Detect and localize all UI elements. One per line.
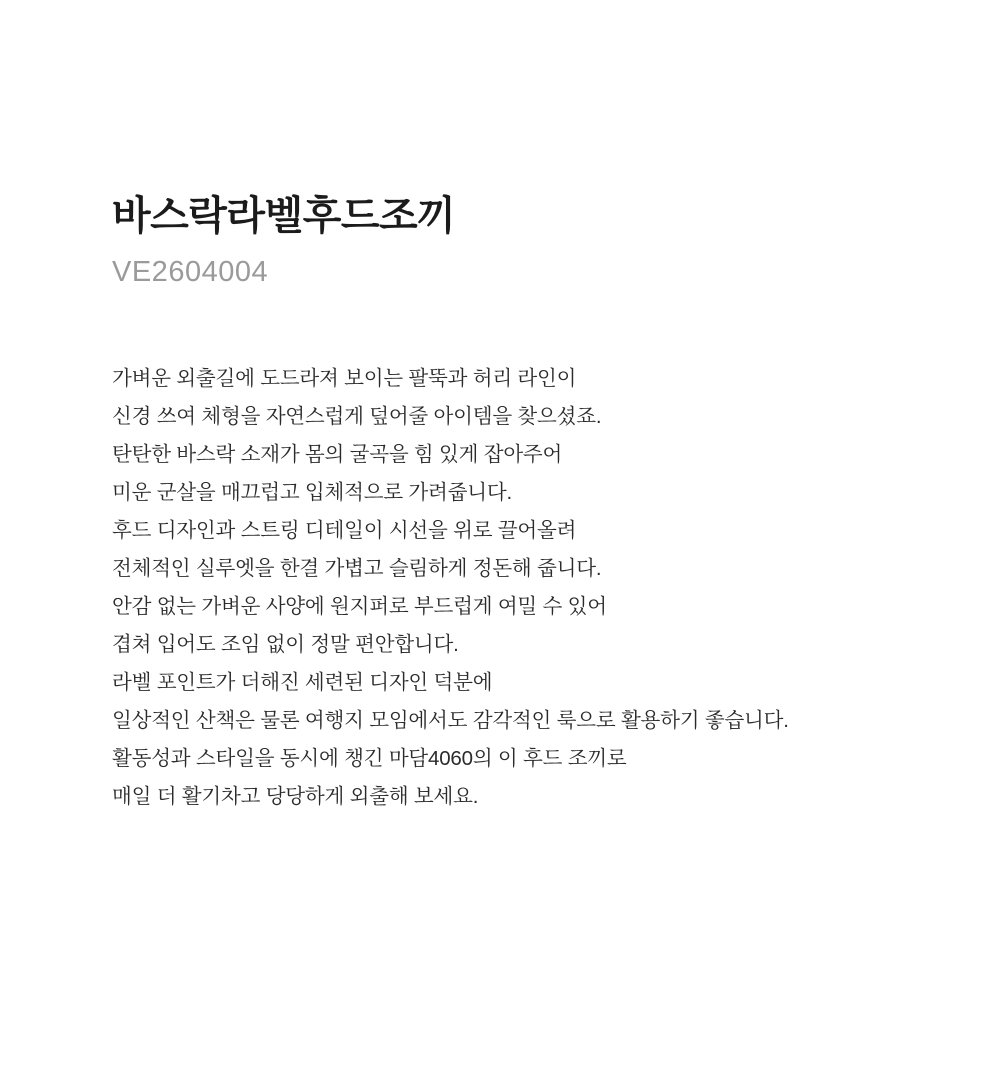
description-line: 후드 디자인과 스트링 디테일이 시선을 위로 끌어올려 <box>112 518 577 542</box>
description-line: 라벨 포인트가 더해진 세련된 디자인 덕분에 <box>112 670 493 694</box>
page-title: 바스락라벨후드조끼 <box>112 194 456 238</box>
description-line: 탄탄한 바스락 소재가 몸의 굴곡을 힘 있게 잡아주어 <box>112 442 563 466</box>
description-line: 겹쳐 입어도 조임 없이 정말 편안합니다. <box>112 632 459 656</box>
product-description <box>112 360 932 816</box>
description-line: 매일 더 활기차고 당당하게 외출해 보세요. <box>112 784 479 808</box>
description-line: 안감 없는 가벼운 사양에 원지퍼로 부드럽게 여밀 수 있어 <box>112 594 607 618</box>
description-line: 일상적인 산책은 물론 여행지 모임에서도 감각적인 룩으로 활용하기 좋습니다. <box>112 708 789 732</box>
description-line: 활동성과 스타일을 동시에 챙긴 마담4060의 이 후드 조끼로 <box>112 746 627 770</box>
product-info-block <box>112 190 932 816</box>
description-line: 미운 군살을 매끄럽고 입체적으로 가려줍니다. <box>112 480 512 504</box>
description-line: 전체적인 실루엣을 한결 가볍고 슬림하게 정돈해 줍니다. <box>112 556 602 580</box>
product-code: VE2604004 <box>112 256 269 288</box>
description-line: 신경 쓰여 체형을 자연스럽게 덮어줄 아이템을 찾으셨죠. <box>112 404 602 428</box>
description-line: 가벼운 외출길에 도드라져 보이는 팔뚝과 허리 라인이 <box>112 366 577 390</box>
